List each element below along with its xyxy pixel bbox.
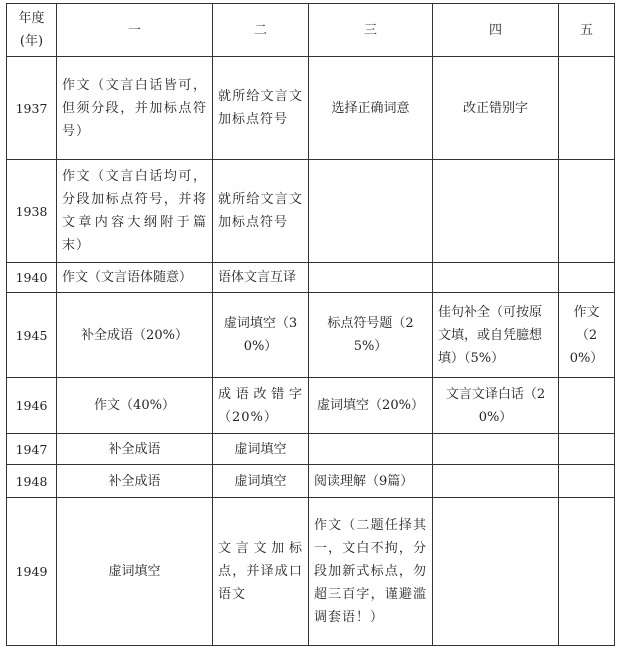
table-row [7,263,615,293]
cell [433,434,559,465]
cell [433,160,559,263]
year-cell: 1938 [7,160,57,263]
cell: 佳句补全（可按原文填，或自凭臆想填）（5%） [433,293,559,378]
cell [559,378,615,434]
cell: 作文（文言白话均可，分段加标点符号，并将文章内容大纲附于篇末） [57,160,213,263]
table-row [7,498,615,646]
cell: 语体文言互译 [213,263,309,293]
year-cell: 1940 [7,263,57,293]
cell [559,57,615,160]
cell: 文言文译白话（20%） [433,378,559,434]
year-cell: 1945 [7,293,57,378]
year-cell: 1937 [7,57,57,160]
cell [309,263,433,293]
header-row [7,4,615,57]
cell: 作文（40%） [57,378,213,434]
cell [433,498,559,646]
cell: 补全成语 [57,465,213,498]
cell: 标点符号题（25%） [309,293,433,378]
year-cell: 1948 [7,465,57,498]
exam-table [6,3,615,646]
col-header-2: 二 [213,4,309,57]
cell: 作文（二题任择其一，文白不拘，分段加新式标点，勿超三百字，谨避滥调套语！） [309,498,433,646]
table-row [7,465,615,498]
table-row [7,57,615,160]
cell: 虚词填空 [213,434,309,465]
cell: 补全成语 [57,434,213,465]
col-header-3: 三 [309,4,433,57]
table-row [7,293,615,378]
cell: 虚词填空（30%） [213,293,309,378]
year-cell: 1946 [7,378,57,434]
cell: 虚词填空（20%） [309,378,433,434]
cell: 就所给文言文加标点符号 [213,160,309,263]
cell [433,465,559,498]
cell: 成语改错字（20%） [213,378,309,434]
cell: 作文（20%） [559,293,615,378]
cell [559,465,615,498]
cell: 文言文加标点，并译成口语文 [213,498,309,646]
cell: 选择正确词意 [309,57,433,160]
col-header-4: 四 [433,4,559,57]
cell: 作文（文言白话皆可，但须分段，并加标点符号） [57,57,213,160]
col-header-5: 五 [559,4,615,57]
cell: 就所给文言文加标点符号 [213,57,309,160]
cell [559,498,615,646]
year-cell: 1947 [7,434,57,465]
cell [309,160,433,263]
cell: 补全成语（20%） [57,293,213,378]
table-row [7,434,615,465]
cell: 阅读理解（9篇） [309,465,433,498]
cell: 改正错别字 [433,57,559,160]
cell: 虚词填空 [213,465,309,498]
col-header-1: 一 [57,4,213,57]
cell [433,263,559,293]
year-header: 年度(年) [7,4,57,57]
cell [559,263,615,293]
table-row [7,160,615,263]
cell [309,434,433,465]
cell: 虚词填空 [57,498,213,646]
cell [559,434,615,465]
table-row [7,378,615,434]
cell [559,160,615,263]
year-cell: 1949 [7,498,57,646]
cell: 作文（文言语体随意） [57,263,213,293]
